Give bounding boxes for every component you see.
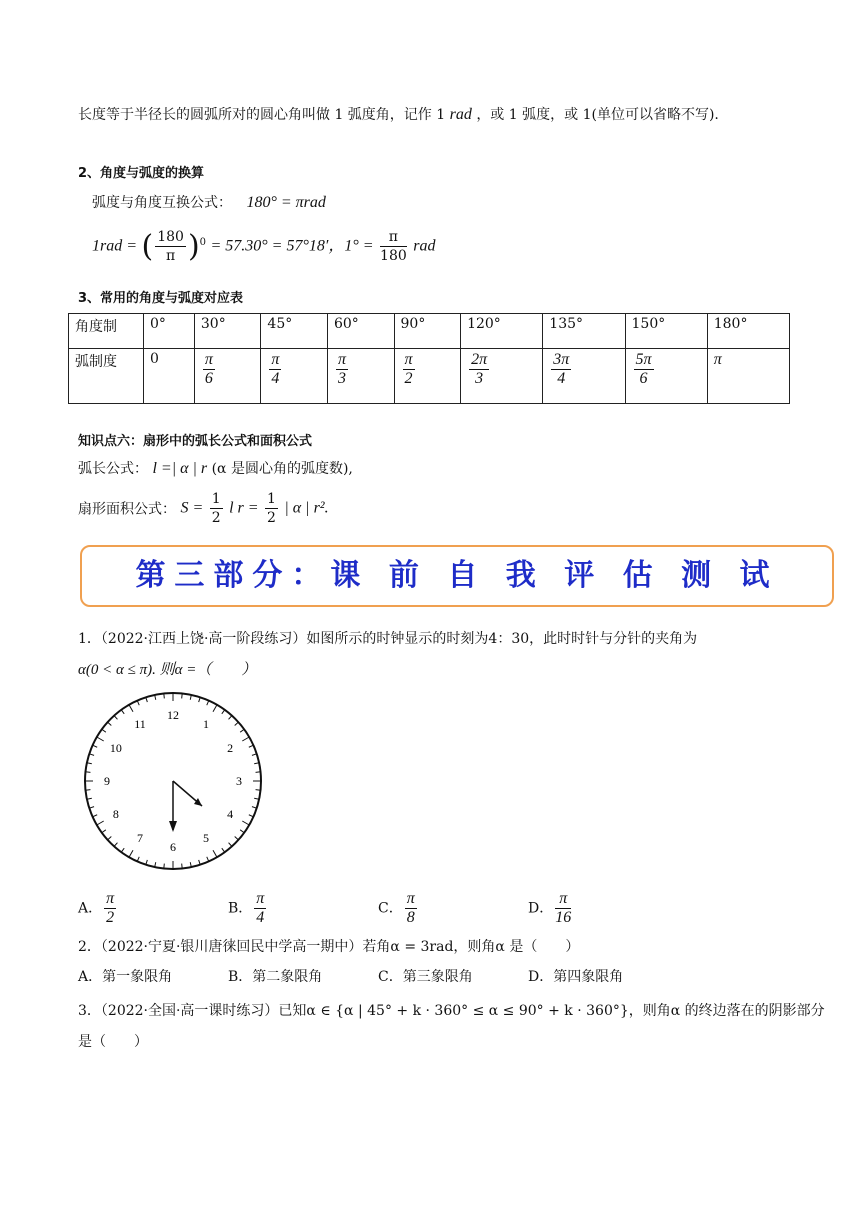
clock-number: 9 [104, 774, 110, 788]
section6-heading: 知识点六：扇形中的弧长公式和面积公式 [78, 434, 313, 449]
table-cell: $\frac{\pi}{3}$ [327, 349, 394, 404]
q1-option-d[interactable]: D． $\frac{\pi}{16}$ [528, 890, 572, 926]
clock-tick [121, 848, 124, 852]
minute-hand-arrow [169, 821, 177, 832]
clock-tick [137, 857, 139, 862]
table-cell: π [707, 349, 789, 404]
table-cell: $\frac{\pi}{6}$ [194, 349, 261, 404]
section3-heading: 3、常用的角度与弧度对应表 [78, 291, 244, 306]
clock-tick [129, 705, 133, 712]
table-cell: $\frac{3\pi}{4}$ [543, 349, 625, 404]
table-cell: $\frac{2\pi}{3}$ [461, 349, 543, 404]
clock-number: 11 [134, 716, 146, 731]
clock-tick [121, 710, 124, 714]
clock-number: 12 [167, 708, 179, 722]
conversion-formula: 弧度与角度互换公式： 180° = πrad [92, 194, 326, 211]
q2-option-d[interactable]: D．第四象限角 [528, 969, 624, 985]
clock-tick [213, 705, 217, 712]
clock-tick [207, 857, 209, 862]
q1-option-b[interactable]: B． $\frac{\pi}{4}$ [228, 890, 265, 926]
table-cell: 弧制度 [69, 349, 144, 404]
clock-tick [137, 701, 139, 706]
clock-tick [102, 830, 106, 833]
table-cell: 0 [144, 349, 195, 404]
table-row [69, 349, 790, 404]
clock-tick [207, 701, 209, 706]
clock-number: 3 [236, 774, 242, 788]
q1-option-a[interactable]: A． $\frac{\pi}{2}$ [78, 890, 115, 926]
clock-tick [97, 821, 104, 825]
clock-figure [82, 690, 264, 872]
clock-tick [93, 745, 98, 747]
clock-tick [222, 710, 225, 714]
clock-tick [97, 737, 104, 741]
fraction: $\frac{180}{\pi}$ [157, 229, 184, 264]
question-3-stem-2: 是（ ） [78, 1034, 148, 1050]
clock-number: 1 [203, 716, 209, 731]
clock-number: 10 [109, 741, 122, 755]
clock-tick [102, 729, 106, 732]
clock-tick [249, 745, 254, 747]
clock-tick [240, 729, 244, 732]
clock-tick [182, 693, 183, 698]
table-cell: 45° [261, 314, 328, 349]
clock-tick [164, 864, 165, 869]
clock-number: 2 [227, 741, 234, 755]
conversion-values: 1rad = ( $\frac{180}{\pi}$ )$^0$ = 57.30° = 57°18′，1° = $\frac{\pi}{180}$ rad [92, 229, 436, 264]
table-cell: 90° [394, 314, 461, 349]
sector-area-formula: 扇形面积公式： S = $\frac{1}{2}$ l r = $\frac{1}{2}$ | α | r². [78, 491, 329, 526]
clock-tick [129, 850, 133, 857]
clock-tick [93, 815, 98, 817]
q1-option-c[interactable]: C． $\frac{\pi}{8}$ [378, 890, 415, 926]
table-cell: 135° [543, 314, 625, 349]
clock-tick [114, 716, 117, 720]
table-row [69, 314, 790, 349]
clock-number: 7 [137, 831, 143, 846]
table-cell: 150° [625, 314, 707, 349]
clock-tick [164, 693, 165, 698]
clock-tick [242, 821, 249, 825]
q2-option-b[interactable]: B．第二象限角 [228, 969, 323, 985]
clock-tick [235, 722, 239, 725]
clock-tick [213, 850, 217, 857]
clock-tick [240, 830, 244, 833]
clock-tick [229, 843, 232, 847]
table-cell: $\frac{\pi}{4}$ [261, 349, 328, 404]
question-1-stem-2: α(0 < α ≤ π). 则α =（ ） [78, 662, 257, 678]
clock-tick [256, 772, 261, 773]
table-cell: 120° [461, 314, 543, 349]
clock-number: 8 [112, 807, 119, 821]
clock-tick [242, 737, 249, 741]
clock-tick [108, 837, 112, 840]
clock-number: 6 [170, 840, 176, 854]
angle-radian-table [68, 313, 790, 404]
q2-option-a[interactable]: A．第一象限角 [78, 969, 173, 985]
clock-tick [222, 848, 225, 852]
table-cell: 180° [707, 314, 789, 349]
clock-tick [114, 843, 117, 847]
table-cell: 60° [327, 314, 394, 349]
arc-length-formula: 弧长公式： l =| α | r (α 是圆心角的弧度数), [78, 460, 353, 477]
question-1-stem: 1．（2022·江西上饶·高一阶段练习）如图所示的时钟显示的时刻为4：30，此时时针与分针的夹角为 [78, 631, 698, 647]
table-cell: $\frac{5\pi}{6}$ [625, 349, 707, 404]
table-cell: 角度制 [69, 314, 144, 349]
clock-tick [182, 864, 183, 869]
clock-tick [85, 772, 90, 773]
clock-number: 4 [227, 807, 234, 821]
q2-option-c[interactable]: C．第三象限角 [378, 969, 473, 985]
table-cell: 0° [144, 314, 195, 349]
fraction: $\frac{\pi}{180}$ [380, 229, 407, 264]
section2-heading: 2、角度与弧度的换算 [78, 166, 205, 181]
clock-number: 5 [203, 831, 209, 846]
question-2-stem: 2．（2022·宁夏·银川唐徕回民中学高一期中）若角α = 3rad，则角α 是（ ） [78, 939, 580, 955]
clock-tick [235, 837, 239, 840]
intro-text: 长度等于半径长的圆弧所对的圆心角叫做 1 弧度角，记作 1 rad ，或 1 弧度，或 1(单位可以省略不写). [78, 106, 719, 123]
clock-tick [85, 790, 90, 791]
table-cell: $\frac{\pi}{2}$ [394, 349, 461, 404]
section-banner [80, 545, 834, 607]
clock-tick [229, 716, 232, 720]
clock-tick [249, 815, 254, 817]
question-3-stem: 3．（2022·全国·高一课时练习）已知α ∈ {α | 45° + k · 360° ≤ α ≤ 90° + k · 360°}，则角α 的终边落在的阴影部分 [78, 1003, 825, 1019]
banner-title: 第三部分：课 前 自 我 评 估 测 试 [135, 558, 779, 593]
table-cell: 30° [194, 314, 261, 349]
clock-tick [256, 790, 261, 791]
clock-tick [108, 722, 112, 725]
